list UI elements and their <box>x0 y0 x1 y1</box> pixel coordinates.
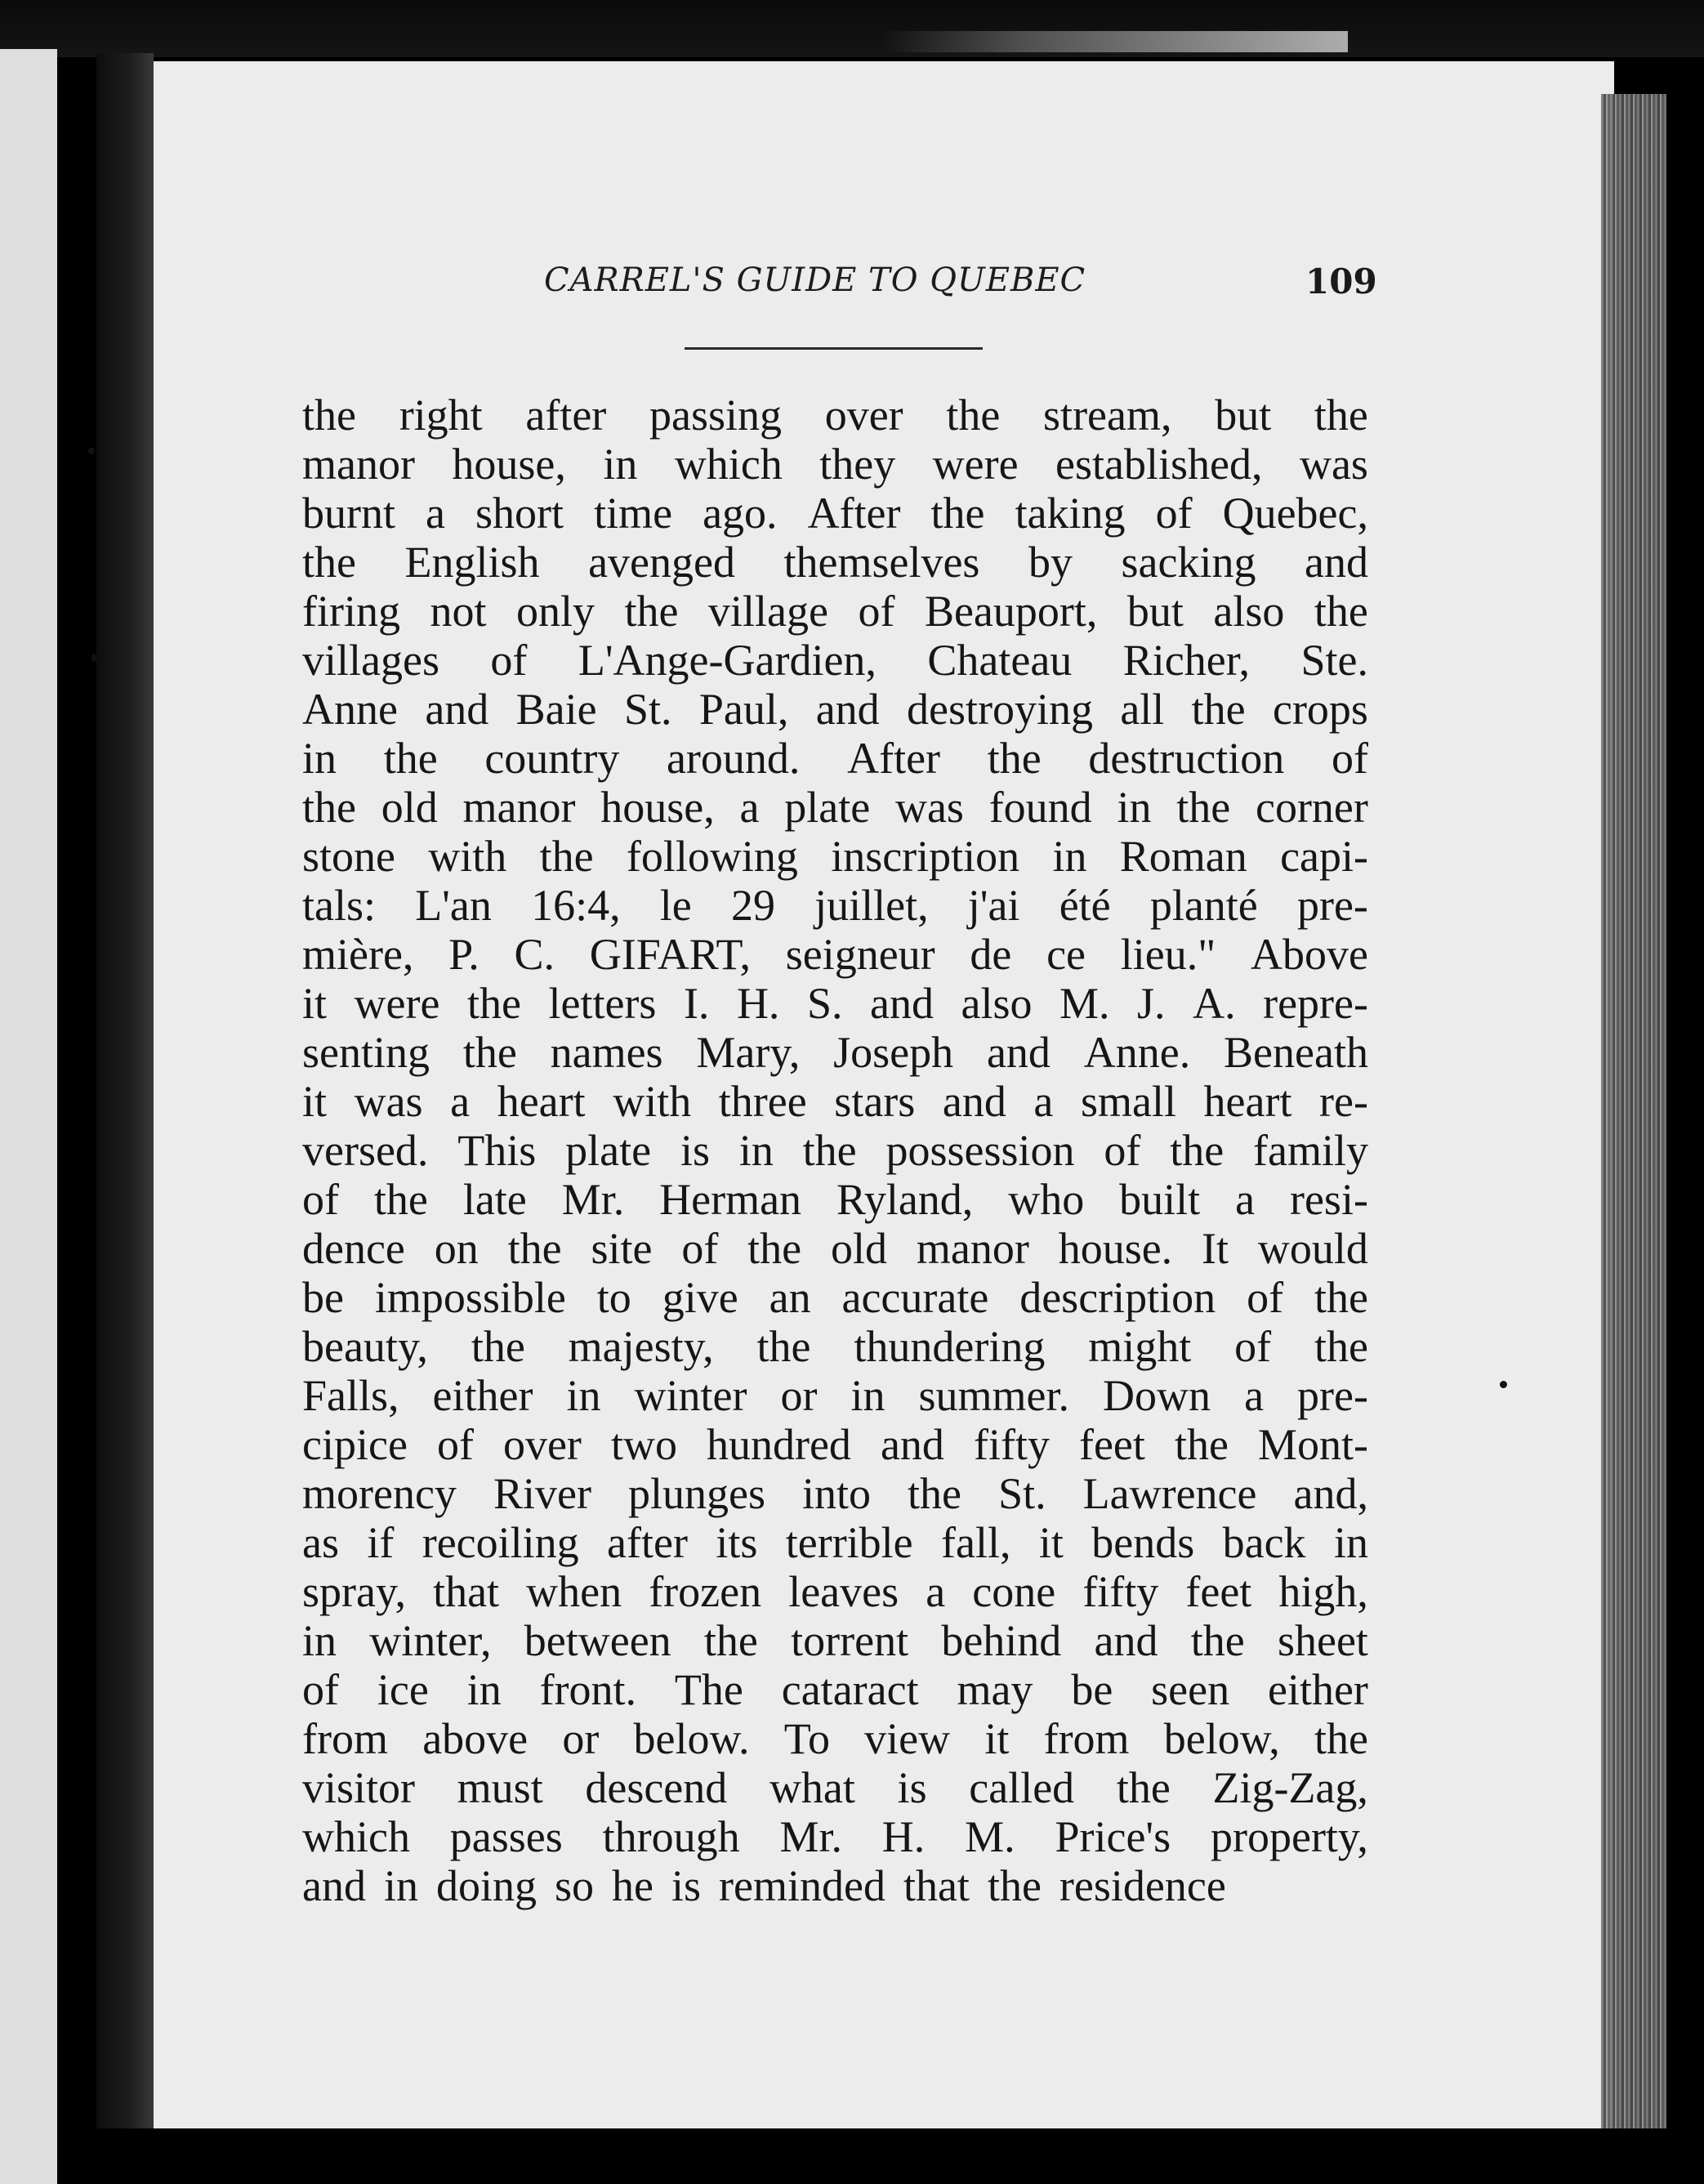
text-line: and in doing so he is reminded that the residence <box>302 1861 1226 1910</box>
text-line: cipice of over two hundred and fifty feet the Mont- <box>302 1420 1368 1469</box>
text-line: villages of L'Ange-Gardien, Chateau Richer, Ste. <box>302 636 1368 685</box>
text-line: manor house, in which they were established, was <box>302 440 1368 489</box>
text-line: firing not only the village of Beauport, but also the <box>302 587 1368 636</box>
text-line: of ice in front. The cataract may be seen either <box>302 1665 1368 1714</box>
text-line: Anne and Baie St. Paul, and destroying all the crops <box>302 685 1368 734</box>
body-paragraph <box>302 391 1368 1910</box>
book-gutter <box>96 53 154 2128</box>
scan-speck <box>1500 1381 1507 1388</box>
text-line: in winter, between the torrent behind and the sheet <box>302 1616 1368 1665</box>
header-rule <box>685 347 983 350</box>
scan-top-border <box>0 0 1704 57</box>
text-line: from above or below. To view it from below, the <box>302 1714 1368 1763</box>
text-line: it was a heart with three stars and a small heart re- <box>302 1077 1368 1126</box>
text-line: dence on the site of the old manor house. It would <box>302 1224 1368 1273</box>
text-line: morency River plunges into the St. Lawrence and, <box>302 1469 1368 1518</box>
text-line: mière, P. C. GIFART, seigneur de ce lieu." Above <box>302 930 1368 979</box>
scan-speck <box>88 448 95 454</box>
page-number: 109 <box>1305 261 1377 301</box>
text-line: the English avenged themselves by sacking and <box>302 538 1368 587</box>
text-line: it were the letters I. H. S. and also M. J. A. repre- <box>302 979 1368 1028</box>
text-line: as if recoiling after its terrible fall, it bends back in <box>302 1518 1368 1567</box>
scan-speck <box>91 654 96 662</box>
page-stack-edge <box>1601 94 1666 2128</box>
scan-artifact-streak <box>882 31 1348 52</box>
text-line: burnt a short time ago. After the taking of Quebec, <box>302 489 1368 538</box>
text-line: which passes through Mr. H. M. Price's property, <box>302 1812 1368 1861</box>
text-line: in the country around. After the destruction of <box>302 734 1368 783</box>
text-line: versed. This plate is in the possession of the family <box>302 1126 1368 1175</box>
text-line: spray, that when frozen leaves a cone fifty feet high, <box>302 1567 1368 1616</box>
text-line: beauty, the majesty, the thundering might of the <box>302 1322 1368 1371</box>
text-line: stone with the following inscription in Roman capi- <box>302 832 1368 881</box>
facing-page-edge <box>0 49 57 2184</box>
text-line: be impossible to give an accurate description of the <box>302 1273 1368 1322</box>
text-line: tals: L'an 16:4, le 29 juillet, j'ai été planté pre- <box>302 881 1368 930</box>
text-line: visitor must descend what is called the Zig-Zag, <box>302 1763 1368 1812</box>
text-line: of the late Mr. Herman Ryland, who built a resi- <box>302 1175 1368 1224</box>
text-line: senting the names Mary, Joseph and Anne. Beneath <box>302 1028 1368 1077</box>
text-line: the old manor house, a plate was found in the corner <box>302 783 1368 832</box>
text-line: the right after passing over the stream, but the <box>302 391 1368 440</box>
running-head: CARREL'S GUIDE TO QUEBEC <box>544 261 1086 299</box>
text-line: Falls, either in winter or in summer. Down a pre- <box>302 1371 1368 1420</box>
